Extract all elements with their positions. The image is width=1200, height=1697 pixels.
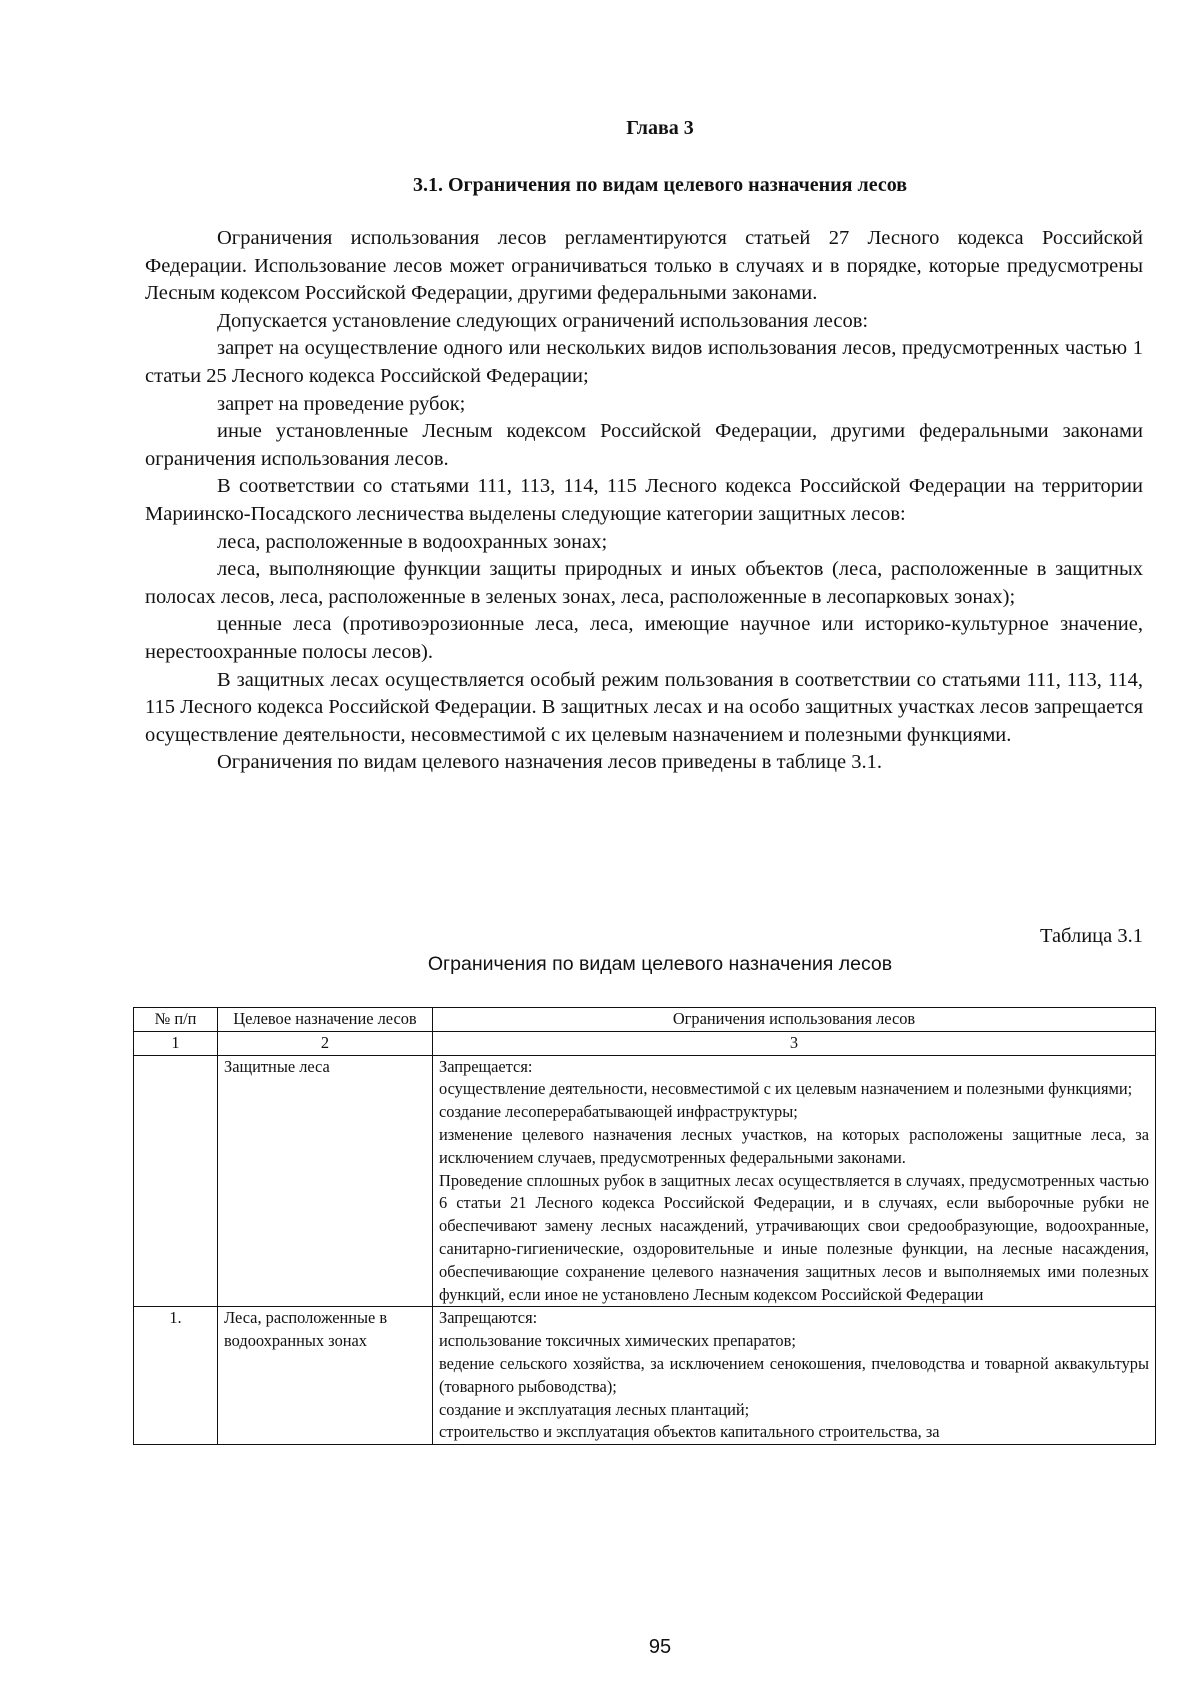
paragraph: леса, расположенные в водоохранных зонах;	[217, 530, 608, 553]
restriction-line: использование токсичных химических препаратов;	[439, 1331, 796, 1351]
restriction-line: Запрещаются:	[439, 1308, 538, 1328]
table-row	[134, 1307, 1156, 1445]
row-number	[134, 1055, 218, 1307]
row-purpose: Защитные леса	[218, 1055, 433, 1307]
restriction-line: изменение целевого назначения лесных участков, на которых расположены защитные леса, за исключением случаев, предусмотренных федеральными законами.	[439, 1124, 1149, 1167]
column-number: 1	[134, 1031, 218, 1055]
restriction-line: ведение сельского хозяйства, за исключением сенокошения, пчеловодства и товарной аквакультуры (товарного рыбоводства);	[439, 1353, 1149, 1396]
row-restrictions	[433, 1055, 1156, 1307]
paragraph: запрет на проведение рубок;	[217, 392, 466, 415]
paragraph: запрет на осуществление одного или нескольких видов использования лесов, предусмотренных частью 1 статьи 25 Лесного кодекса Российской Федерации;	[145, 337, 1143, 387]
paragraph: В защитных лесах осуществляется особый режим пользования в соответствии со статьями 111, 113, 114, 115 Лесного кодекса Российской Федерации. В защитных лесах и на особо защитных участках лесов запрещается осуществление деятельности, несовместимой с их целевым назначением и полезными функциями.	[145, 668, 1143, 746]
section-title: 3.1. Ограничения по видам целевого назначения лесов	[413, 174, 907, 196]
paragraph: Ограничения использования лесов регламентируются статьей 27 Лесного кодекса Российской Федерации. Использование лесов может ограничиваться только в случаях и в порядке, которые предусмотрены Лесным кодексом Российской Федерации, другими федеральными законами.	[145, 227, 1143, 305]
chapter-heading: Глава 3	[626, 117, 694, 139]
table-number: Таблица 3.1	[1039, 925, 1143, 947]
restriction-line: создание и эксплуатация лесных плантаций;	[439, 1399, 750, 1419]
paragraph: Ограничения по видам целевого назначения лесов приведены в таблице 3.1.	[217, 751, 882, 774]
restriction-line: создание лесоперерабатывающей инфраструктуры;	[439, 1102, 798, 1122]
row-purpose: Леса, расположенные в водоохранных зонах	[218, 1307, 433, 1445]
table-header-row	[134, 1008, 1156, 1032]
header-cell-number: № п/п	[134, 1008, 218, 1032]
body-text	[145, 225, 1143, 777]
restrictions-table	[133, 1007, 1156, 1445]
paragraph: ценные леса (противоэрозионные леса, леса, имеющие научное или историко-культурное значение, нерестоохранные полосы лесов).	[145, 613, 1143, 663]
header-cell-purpose: Целевое назначение лесов	[218, 1008, 433, 1032]
header-cell-restrictions: Ограничения использования лесов	[433, 1008, 1156, 1032]
paragraph: леса, выполняющие функции защиты природных и иных объектов (леса, расположенные в защитных полосах лесов, леса, расположенные в зеленых зонах, леса, расположенные в лесопарковых зонах);	[145, 558, 1143, 608]
row-restrictions	[433, 1307, 1156, 1445]
paragraph: иные установленные Лесным кодексом Российской Федерации, другими федеральными законами ограничения использования лесов.	[145, 420, 1143, 470]
restriction-line: строительство и эксплуатация объектов капитального строительства, за	[439, 1422, 940, 1442]
paragraph: Допускается установление следующих ограничений использования лесов:	[217, 309, 869, 332]
restriction-line: осуществление деятельности, несовместимой с их целевым назначением и полезными функциями;	[439, 1079, 1133, 1099]
restriction-line: Проведение сплошных рубок в защитных лесах осуществляется в случаях, предусмотренных частью 6 статьи 21 Лесного кодекса Российской Федерации, и в случаях, если выборочные рубки не обеспечивают замену лесных насаждений, утрачивающих свои средообразующие, водоохранные, санитарно-гигиенические, оздоровительные и иные полезные функции, на лесные насаждения, обеспечивающие сохранение целевого назначения защитных лесов и выполняемых ими полезных функций, если иное не установлено Лесным кодексом Российской Федерации	[439, 1170, 1149, 1304]
column-number: 2	[218, 1031, 433, 1055]
row-number: 1.	[134, 1307, 218, 1445]
table-row	[134, 1055, 1156, 1307]
restriction-line: Запрещается:	[439, 1056, 533, 1076]
table-title: Ограничения по видам целевого назначения лесов	[427, 953, 893, 975]
column-number: 3	[433, 1031, 1156, 1055]
table-column-number-row	[134, 1031, 1156, 1055]
paragraph: В соответствии со статьями 111, 113, 114, 115 Лесного кодекса Российской Федерации на территории Мариинско-Посадского лесничества выделены следующие категории защитных лесов:	[145, 475, 1143, 525]
page-number: 95	[648, 1636, 672, 1658]
